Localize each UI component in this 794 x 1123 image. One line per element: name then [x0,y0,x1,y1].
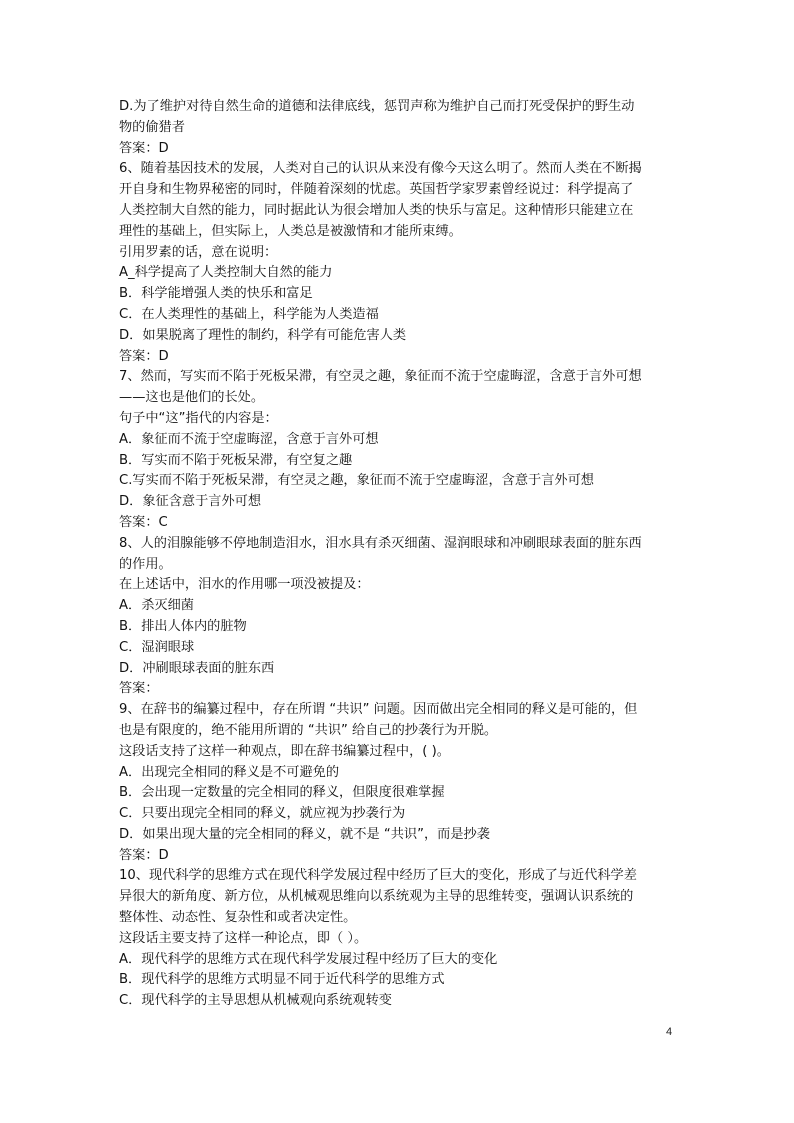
document-body [119,97,679,1012]
text-line: 10、现代科学的思维方式在现代科学发展过程中经历了巨大的变化，形成了与近代科学差 [119,868,637,884]
text-line: 物的偷猎者 [119,119,185,135]
text-line: 也是有限度的，绝不能用所谓的 “共识” 给自己的抄袭行为开脱。 [119,722,498,738]
text-line: A．杀灭细菌 [119,598,194,614]
text-line: 答案： [119,681,159,697]
text-line: B．写实而不陷于死板呆滞，有空复之趣 [119,452,353,468]
text-line: C．只要出现完全相同的释义，就应视为抄袭行为 [119,806,406,822]
text-line: 这段话支持了这样一种观点，即在辞书编纂过程中，( )。 [119,743,450,759]
text-line: C．在人类理性的基础上，科学能为人类造福 [119,306,379,322]
text-line: A．现代科学的思维方式在现代科学发展过程中经历了巨大的变化 [119,951,498,967]
text-line: 7、然而，写实而不陷于死板呆滞，有空灵之趣，象征而不流于空虚晦涩，含意于言外可想 [119,369,642,385]
text-line: 答案：C [119,514,168,530]
text-line: 整体性、动态性、复杂性和或者决定性。 [119,910,357,926]
text-line: C.写实而不陷于死板呆滞，有空灵之趣，象征而不流于空虚晦涩，含意于言外可想 [119,473,594,489]
text-line: C．现代科学的主导思想从机械观向系统观转变 [119,993,392,1009]
text-line: B．会出现一定数量的完全相同的释义，但限度很难掌握 [119,785,445,801]
text-line: 句子中“这”指代的内容是： [119,410,278,426]
text-line: B．科学能增强人类的快乐和富足 [119,286,313,302]
text-line: 开自身和生物界秘密的同时，伴随着深刻的忧虑。英国哲学家罗素曾经说过：科学提高了 [119,182,634,198]
text-line: 引用罗素的话，意在说明： [119,244,278,260]
text-line: 的作用。 [119,556,172,572]
text-line: C．湿润眼球 [119,639,195,655]
text-line: 6、随着基因技术的发展，人类对自己的认识从来没有像今天这么明了。然而人类在不断揭 [119,161,642,177]
text-line: D．冲刷眼球表面的脏东西 [119,660,275,676]
text-line: 异很大的新角度、新方位，从机械观思维向以系统观为主导的思维转变，强调认识系统的 [119,889,634,905]
text-line: A．象征而不流于空虚晦涩，含意于言外可想 [119,431,379,447]
text-line: 人类控制大自然的能力，同时据此认为很会增加人类的快乐与富足。这种情形只能建立在 [119,202,634,218]
text-line: 答案：D [119,140,169,156]
text-line: D.为了维护对待自然生命的道德和法律底线，惩罚声称为维护自己而打死受保护的野生动 [119,99,635,114]
text-line: D．如果脱离了理性的制约，科学有可能危害人类 [119,327,407,343]
text-line: B．排出人体内的脏物 [119,618,247,634]
text-line: ——这也是他们的长处。 [119,390,265,406]
text-line: D．象征含意于言外可想 [119,494,262,510]
page-number: 4 [666,1026,673,1038]
text-line: 答案：D [119,847,169,863]
text-line: 9、在辞书的编纂过程中，存在所谓 “共识” 问题。因而做出完全相同的释义是可能的，但 [119,702,638,718]
text-line: 在上述话中，泪水的作用哪一项没被提及： [119,577,370,593]
text-line: B．现代科学的思维方式明显不同于近代科学的思维方式 [119,972,445,988]
text-line: 8、人的泪腺能够不停地制造泪水，泪水具有杀灭细菌、湿润眼球和冲刷眼球表面的脏东西 [119,535,642,551]
text-line: 答案：D [119,348,169,364]
text-line: A_科学提高了人类控制大自然的能力 [119,265,333,281]
text-line: 理性的基础上，但实际上，人类总是被激情和才能所束缚。 [119,223,462,239]
text-line: A．出现完全相同的释义是不可避免的 [119,764,340,780]
text-line: 这段话主要支持了这样一种论点，即（ ）。 [119,930,368,946]
text-line: D．如果出现大量的完全相同的释义，就不是 “共识”，而是抄袭 [119,826,490,842]
